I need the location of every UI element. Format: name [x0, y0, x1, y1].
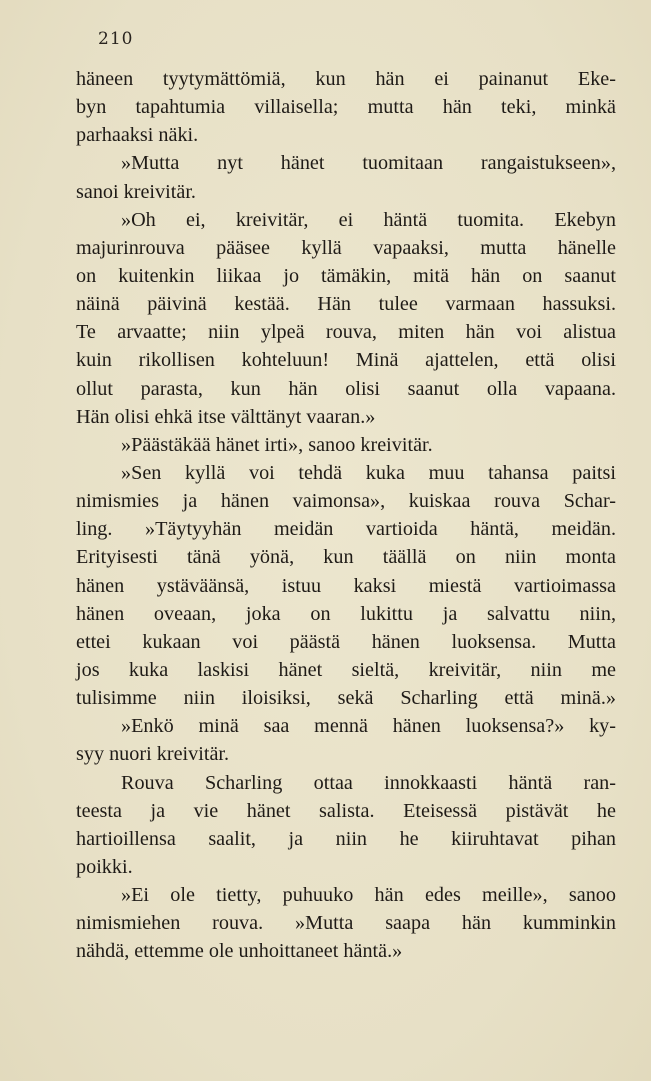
text-line: näinä päivinä kestää. Hän tulee varmaan hassuksi.	[76, 293, 616, 316]
text-line: Erityisesti tänä yönä, kun täällä on niin monta	[76, 546, 616, 569]
text-line: sanoi kreivitär.	[76, 180, 196, 203]
text-line: ollut parasta, kun hän olisi saanut olla vapaana.	[76, 377, 616, 400]
text-line: parhaaksi näki.	[76, 124, 199, 147]
text-line: majurinrouva pääsee kyllä vapaaksi, mutta hänelle	[76, 236, 616, 259]
text-line: häneen tyytymättömiä, kun hän ei painanut Eke-	[76, 68, 616, 90]
text-line: ling. »Täytyyhän meidän vartioida häntä, meidän.	[76, 518, 616, 541]
body-text	[76, 65, 616, 966]
text-line: hartioillensa saalit, ja niin he kiiruhtavat pihan	[76, 827, 616, 850]
text-line: »Päästäkää hänet irti», sanoo kreivitär.	[121, 433, 433, 456]
text-line: teesta ja vie hänet salista. Eteisessä pistävät he	[76, 799, 616, 822]
page-number: 210	[98, 29, 134, 49]
text-line: »Oh ei, kreivitär, ei häntä tuomita. Ekebyn	[121, 208, 616, 231]
text-line: Hän olisi ehkä itse välttänyt vaaran.»	[76, 405, 376, 428]
text-line: on kuitenkin liikaa jo tämäkin, mitä hän on saanut	[76, 264, 616, 287]
text-line: byn tapahtumia villaisella; mutta hän teki, minkä	[76, 96, 616, 119]
text-line: hänen ystäväänsä, istuu kaksi miestä vartioimassa	[76, 574, 616, 597]
text-line: »Sen kyllä voi tehdä kuka muu tahansa paitsi	[121, 461, 616, 484]
text-line: hänen oveaan, joka on lukittu ja salvattu niin,	[76, 602, 616, 625]
text-line: kuin rikollisen kohteluun! Minä ajattelen, että olisi	[76, 349, 616, 372]
text-line: ettei kukaan voi päästä hänen luoksensa. Mutta	[76, 630, 616, 653]
text-line: poikki.	[76, 855, 133, 878]
text-line: »Enkö minä saa mennä hänen luoksensa?» ky-	[121, 715, 616, 738]
text-line: nähdä, ettemme ole unhoittaneet häntä.»	[76, 940, 403, 963]
text-line: nimismiehen rouva. »Mutta saapa hän kumminkin	[76, 912, 616, 935]
text-line: »Ei ole tietty, puhuuko hän edes meille», sanoo	[121, 884, 616, 907]
text-line: jos kuka laskisi hänet sieltä, kreivitär, niin me	[76, 658, 616, 681]
text-line: Rouva Scharling ottaa innokkaasti häntä ran-	[121, 771, 616, 794]
text-line: nimismies ja hänen vaimonsa», kuiskaa rouva Schar-	[76, 490, 616, 513]
text-line: »Mutta nyt hänet tuomitaan rangaistukseen»,	[121, 152, 616, 175]
text-line: syy nuori kreivitär.	[76, 743, 230, 766]
text-line: tulisimme niin iloisiksi, sekä Scharling että minä.»	[76, 687, 616, 710]
text-line: Te arvaatte; niin ylpeä rouva, miten hän voi alistua	[76, 321, 616, 344]
